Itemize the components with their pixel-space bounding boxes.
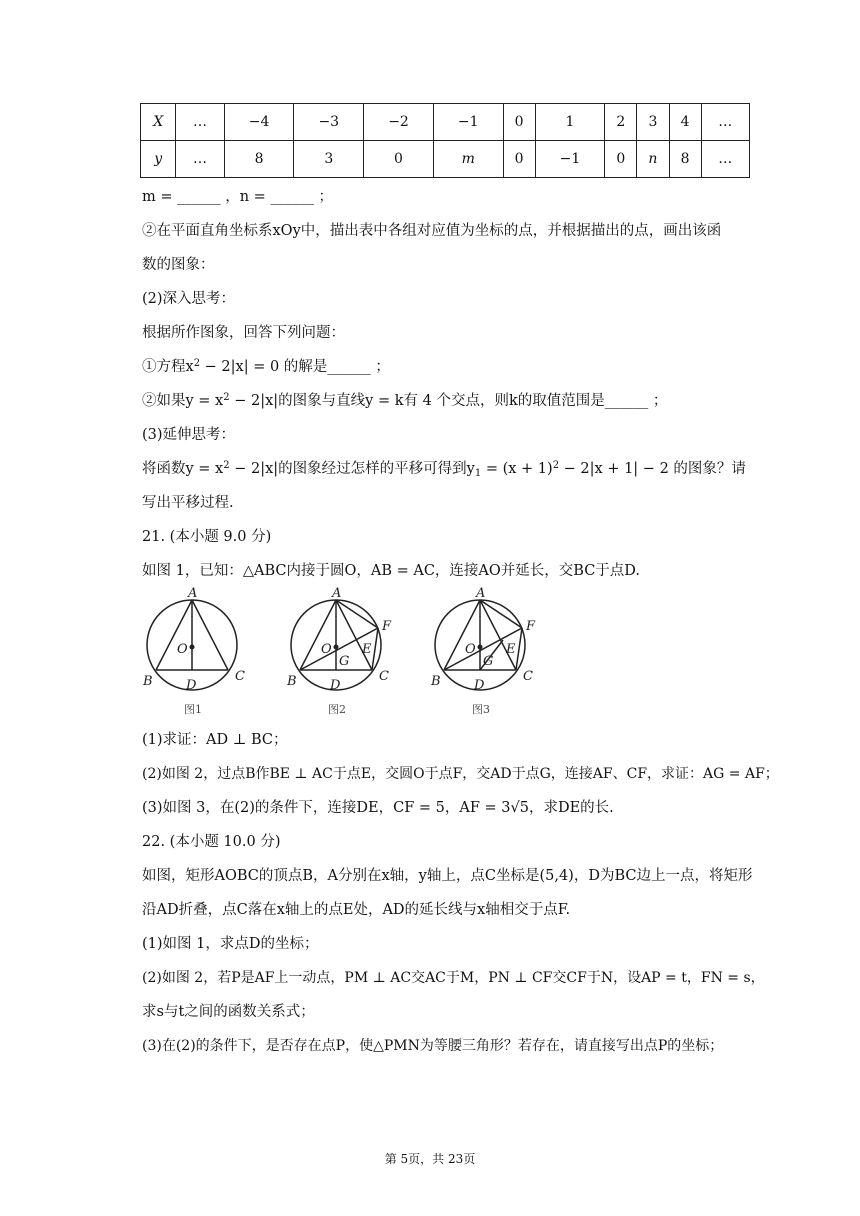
table-cell: 0 xyxy=(503,104,535,141)
q20-part2-title: (2)深入思考： xyxy=(142,291,236,307)
table-cell: 0 xyxy=(605,141,637,178)
table-cell: … xyxy=(176,141,224,178)
caption-fig2: 图2 xyxy=(328,703,346,716)
label-b: B xyxy=(287,674,297,689)
text-segment: = (x + 1) xyxy=(481,461,553,477)
table-cell: m xyxy=(433,141,503,178)
center-point xyxy=(334,645,338,649)
table-cell: … xyxy=(701,104,749,141)
q20-part3-line2: 写出平移过程. xyxy=(142,495,234,511)
q22-part2-line2: 求s与t之间的函数关系式； xyxy=(142,1004,315,1020)
q22-intro2: 沿AD折叠，点C落在x轴上的点E处，AD的延长线与x轴相交于点F. xyxy=(142,902,571,918)
label-e: E xyxy=(506,642,516,657)
label-a: A xyxy=(476,586,486,601)
label-a: A xyxy=(188,586,198,601)
table-cell: 8 xyxy=(224,141,294,178)
label-c: C xyxy=(523,669,533,684)
superscript: 2 xyxy=(552,460,560,471)
q22-intro1: 如图，矩形AOBC的顶点B，A分别在x轴，y轴上，点C坐标是(5,4)，D为BC边上一点，将矩形 xyxy=(142,868,753,884)
table-cell: −4 xyxy=(224,104,294,141)
table-cell: n xyxy=(637,141,669,178)
page-footer: 第 5页，共 23页 xyxy=(384,1152,476,1166)
label-f: F xyxy=(382,619,392,634)
label-d: D xyxy=(186,678,197,693)
table-cell: X xyxy=(141,104,176,141)
table-cell: −3 xyxy=(294,104,364,141)
table-cell: y xyxy=(141,141,176,178)
table-cell: 4 xyxy=(669,104,701,141)
q21-intro: 如图 1，已知：△ABC内接于圆O，AB = AC，连接AO并延长，交BC于点D. xyxy=(142,563,641,579)
geometry-figures xyxy=(140,585,560,720)
subscript: 1 xyxy=(474,468,482,479)
label-o: O xyxy=(321,642,332,657)
table-cell: −2 xyxy=(364,104,434,141)
segment-ab xyxy=(156,600,192,670)
text-segment: ①方程x xyxy=(142,359,194,375)
text-segment: ②如果y = x xyxy=(142,393,224,409)
text-segment: 将函数y = x xyxy=(142,461,224,477)
text-segment: − 2|x| = 0 的解是______ ； xyxy=(200,359,390,375)
q21-part2: (2)如图 2，过点B作BE ⊥ AC于点E，交圆O于点F，交AD于点G，连接AF、CF，求证：AG = AF； xyxy=(142,766,779,782)
table-row-y xyxy=(141,141,750,178)
table-cell: −1 xyxy=(535,141,605,178)
q20-part2-intro: 根据所作图象，回答下列问题： xyxy=(142,325,345,341)
q20-step2-line2: 数的图象： xyxy=(142,257,215,273)
label-b: B xyxy=(143,674,153,689)
text-segment: − 2|x + 1| − 2 的图象？请 xyxy=(559,461,746,477)
q20-blanks: m = ______ ，n = ______ ； xyxy=(142,189,334,205)
table-cell: 0 xyxy=(503,141,535,178)
table-cell: 3 xyxy=(294,141,364,178)
superscript: 2 xyxy=(193,358,201,369)
q20-part3-title: (3)延伸思考： xyxy=(142,427,236,443)
label-f: F xyxy=(526,619,536,634)
q20-step2-line1: ②在平面直角坐标系xOy中，描出表中各组对应值为坐标的点，并根据描出的点，画出该函 xyxy=(142,223,722,239)
q20-part2-q2 xyxy=(142,391,667,411)
caption-fig1: 图1 xyxy=(184,703,202,716)
label-o: O xyxy=(465,642,476,657)
center-point xyxy=(478,645,482,649)
q21-header: 21. (本小题 9.0 分) xyxy=(142,529,272,545)
label-d: D xyxy=(474,678,485,693)
q21-part3: (3)如图 3，在(2)的条件下，连接DE，CF = 5，AF = 3√5，求DE的长. xyxy=(142,800,614,816)
text-segment: − 2|x|的图象经过怎样的平移可得到y xyxy=(229,461,475,477)
value-table xyxy=(140,103,750,178)
q22-part2-line1: (2)如图 2，若P是AF上一动点，PM ⊥ AC交AC于M，PN ⊥ CF交CF于N，设AP = t，FN = s， xyxy=(142,970,765,986)
label-c: C xyxy=(235,669,245,684)
figure-1 xyxy=(147,600,237,690)
q20-part2-q1 xyxy=(142,357,390,377)
caption-fig3: 图3 xyxy=(472,703,490,716)
table-row-x xyxy=(141,104,750,141)
table-cell: … xyxy=(176,104,224,141)
q21-part1: (1)求证：AD ⊥ BC； xyxy=(142,732,288,748)
table-cell: −1 xyxy=(433,104,503,141)
segment-ac xyxy=(192,600,228,670)
table-cell: 2 xyxy=(605,104,637,141)
label-b: B xyxy=(431,674,441,689)
center-point xyxy=(190,645,194,649)
label-o: O xyxy=(177,642,188,657)
superscript: 2 xyxy=(223,460,230,471)
label-g: G xyxy=(339,654,350,669)
figures-svg xyxy=(140,585,560,720)
label-c: C xyxy=(379,669,389,684)
q20-part3-line1 xyxy=(142,459,746,479)
table-cell: 1 xyxy=(535,104,605,141)
q22-header: 22. (本小题 10.0 分) xyxy=(142,834,281,850)
label-d: D xyxy=(330,678,341,693)
segment-af xyxy=(480,600,522,628)
q22-part3: (3)在(2)的条件下，是否存在点P，使△PMN为等腰三角形？若存在，请直接写出点P的坐标； xyxy=(142,1038,724,1054)
q22-part1: (1)如图 1，求点D的坐标； xyxy=(142,936,319,952)
label-e: E xyxy=(362,642,372,657)
label-a: A xyxy=(332,586,342,601)
segment-af xyxy=(336,600,378,628)
table-cell: 0 xyxy=(364,141,434,178)
superscript: 2 xyxy=(223,392,230,403)
table-cell: 8 xyxy=(669,141,701,178)
table-cell: … xyxy=(701,141,749,178)
label-g: G xyxy=(483,654,494,669)
text-segment: − 2|x|的图象与直线y = k有 4 个交点，则k的取值范围是______ ； xyxy=(229,393,668,409)
table-cell: 3 xyxy=(637,104,669,141)
